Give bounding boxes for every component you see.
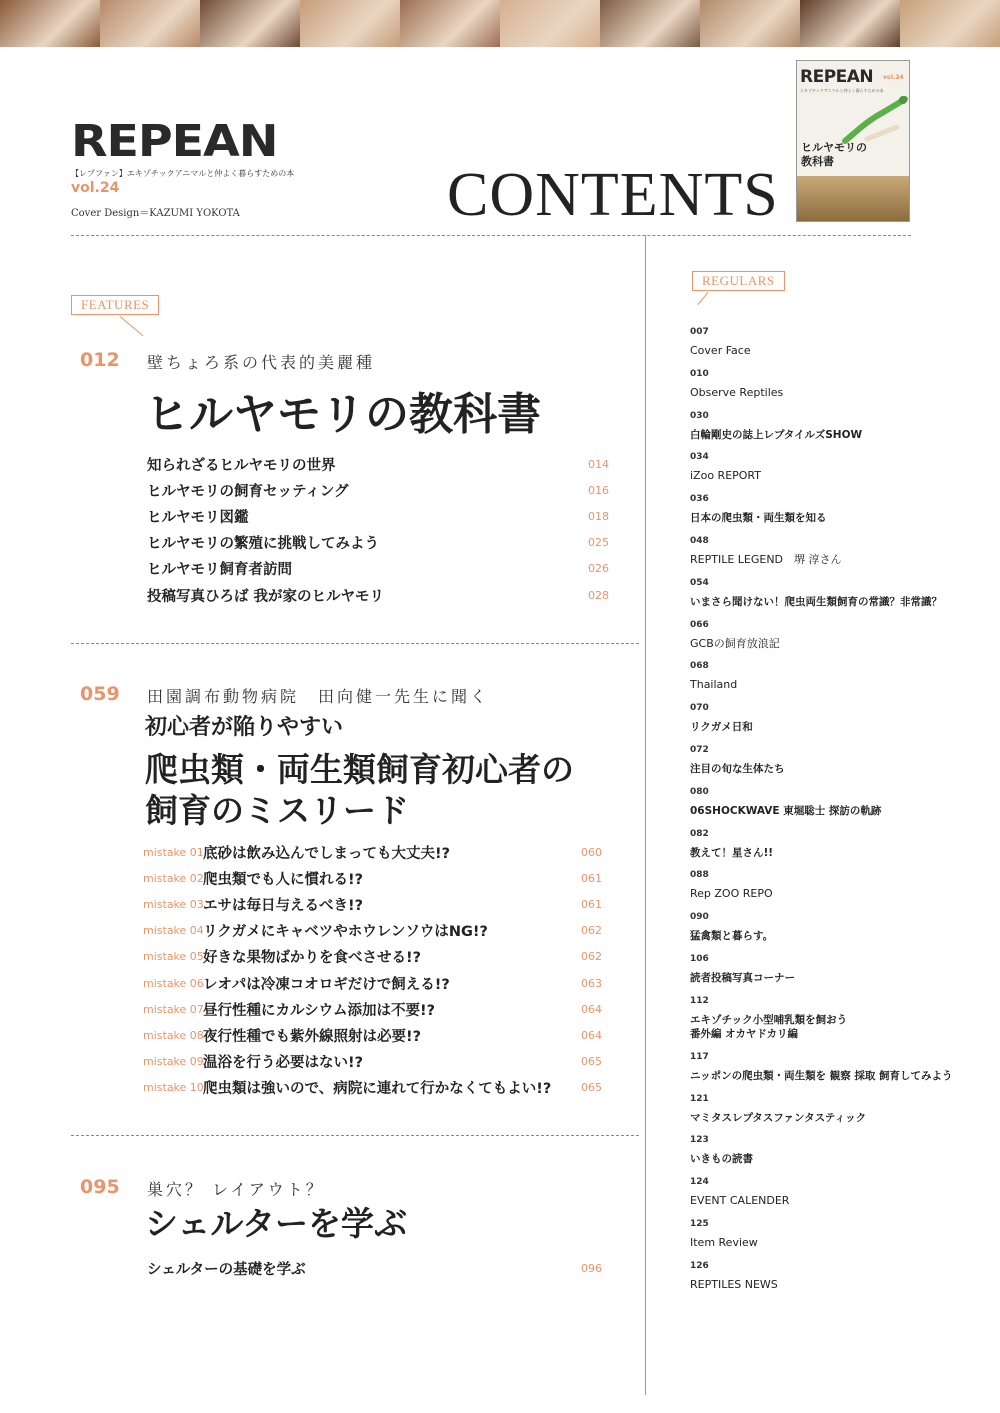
cover-subtitle: エキゾチックアニマルと仲よく暮らすための本 (800, 88, 884, 93)
article-title: 爬虫類でも人に慣れる!? (203, 871, 364, 888)
feature-page-number: 012 (80, 349, 120, 371)
regular-title: 日本の爬虫類・両生類を知る (690, 512, 827, 525)
mistake-label: mistake 06 (143, 976, 204, 990)
section-divider (71, 643, 639, 644)
regular-entry[interactable] (690, 869, 773, 901)
article-page-number: 026 (588, 562, 609, 576)
mistake-label: mistake 04 (143, 924, 204, 938)
article-entry[interactable] (147, 1255, 611, 1281)
magazine-logo: REPEAN (71, 116, 278, 167)
article-page-number: 062 (581, 924, 602, 938)
article-title: 投稿写真ひろば 我が家のヒルヤモリ (147, 588, 385, 605)
regulars-tag: REGULARS (692, 271, 785, 291)
regular-title: 06SHOCKWAVE 東堀聡士 探訪の軌跡 (690, 804, 882, 817)
article-title: 昼行性種にカルシウム添加は不要!? (203, 1002, 436, 1019)
article-entry[interactable] (147, 582, 618, 608)
column-divider (645, 235, 646, 1395)
regular-entry[interactable] (690, 828, 773, 860)
mistake-label: mistake 07 (143, 1002, 204, 1016)
regular-title: リクガメ日和 (690, 721, 753, 734)
cover-logo: REPEAN (800, 67, 874, 87)
regular-page-number: 124 (690, 1177, 709, 1188)
regular-title: REPTILE LEGEND 堺 淳さん (690, 553, 842, 566)
article-entry[interactable] (143, 970, 607, 996)
feature-title: 初心者が陥りやすい (145, 715, 344, 740)
article-entry[interactable] (143, 839, 607, 865)
regular-entry[interactable] (690, 744, 785, 776)
regular-title: Item Review (690, 1236, 758, 1249)
article-page-number: 061 (581, 897, 602, 911)
regular-page-number: 117 (690, 1051, 709, 1062)
banner-photo-segment (800, 0, 900, 47)
article-title: 温浴を行う必要はない!? (203, 1055, 364, 1072)
article-entry[interactable] (143, 1049, 607, 1075)
contents-heading: CONTENTS (447, 161, 779, 229)
cover-title: ヒルヤモリの 教科書 (801, 141, 867, 168)
banner-photo-segment (100, 0, 200, 47)
article-entry[interactable] (143, 865, 607, 891)
article-page-number: 060 (581, 845, 602, 859)
regular-entry[interactable] (690, 1260, 778, 1292)
article-page-number: 064 (581, 1028, 602, 1042)
regular-title: 注目の旬な生体たち (690, 763, 785, 775)
article-title: ヒルヤモリ飼育者訪問 (147, 562, 292, 579)
article-entry[interactable] (147, 556, 618, 582)
article-title: リクガメにキャベツやホウレンソウはNG!? (203, 924, 488, 941)
features-tag: FEATURES (71, 295, 159, 315)
regular-title: REPTILES NEWS (690, 1277, 778, 1291)
regular-page-number: 125 (690, 1219, 709, 1229)
feature-title: ヒルヤモリの教科書 (145, 389, 541, 440)
regular-title: GCBの飼育放浪記 (690, 636, 780, 650)
banner-photo-segment (0, 0, 100, 47)
regular-page-number: 121 (690, 1093, 709, 1104)
masthead (71, 118, 294, 219)
regular-page-number: 030 (690, 410, 709, 421)
article-entry[interactable] (143, 1022, 607, 1048)
regular-entry[interactable] (690, 953, 795, 985)
article-page-number: 062 (581, 950, 602, 964)
feature-kicker: 巣穴？ レイアウト？ (147, 1180, 325, 1199)
mistake-label: mistake 08 (143, 1028, 204, 1042)
article-entry[interactable] (147, 451, 618, 477)
article-title: ヒルヤモリの飼育セッティング (147, 483, 349, 500)
article-page-number: 018 (588, 509, 609, 523)
section-divider (71, 1135, 639, 1136)
article-page-number: 016 (588, 483, 609, 497)
regular-entry[interactable] (690, 619, 780, 651)
regular-title: マミタスレプタスファンタスティック (690, 1111, 867, 1124)
article-page-number: 064 (581, 1002, 602, 1016)
article-page-number: 065 (581, 1055, 602, 1069)
regular-entry[interactable] (690, 660, 737, 692)
regular-page-number: 082 (690, 828, 709, 839)
banner-photo-segment (900, 0, 1000, 47)
regular-entry[interactable] (690, 535, 842, 567)
regular-entry[interactable] (690, 1176, 789, 1208)
regular-entry[interactable] (690, 493, 827, 525)
regular-entry[interactable] (690, 1051, 953, 1083)
article-entry[interactable] (147, 530, 618, 556)
regular-page-number: 088 (690, 870, 709, 881)
regular-title: 教えて！星さん!! (690, 846, 774, 859)
article-title: レオパは冷凍コオロギだけで飼える!? (203, 976, 450, 993)
banner-photo-segment (200, 0, 300, 47)
regular-page-number: 066 (690, 619, 709, 630)
volume-number: vol.24 (71, 180, 120, 196)
article-page-number: 063 (581, 976, 602, 990)
article-title: エサは毎日与えるべき!? (203, 897, 364, 914)
banner-photo-segment (400, 0, 500, 47)
article-page-number: 028 (588, 588, 609, 602)
cover-credit: Cover Design＝KAZUMI YOKOTA (71, 208, 240, 219)
article-entry[interactable] (143, 944, 607, 970)
article-title: 夜行性種でも紫外線照射は必要!? (203, 1028, 422, 1045)
feature-page-number: 059 (80, 683, 120, 705)
regular-entry[interactable] (690, 326, 751, 358)
regular-title: 読者投稿写真コーナー (690, 972, 795, 984)
article-entry[interactable] (143, 918, 607, 944)
regular-page-number: 070 (690, 703, 709, 714)
regular-title: EVENT CALENDER (690, 1194, 790, 1208)
regular-page-number: 054 (690, 577, 709, 588)
regular-title: 白輪剛史の誌上レプタイルズSHOW (690, 428, 863, 441)
article-page-number: 061 (581, 871, 602, 885)
article-title: シェルターの基礎を学ぶ (147, 1261, 306, 1278)
article-title: ヒルヤモリの繁殖に挑戦してみよう (147, 536, 379, 553)
regular-title: Cover Face (690, 344, 751, 357)
magazine-subtitle: 【レプファン】エキゾチックアニマルと仲よく暮らすための本 (71, 169, 295, 178)
article-title: 知られざるヒルヤモリの世界 (147, 457, 336, 474)
regular-title: いまさら聞けない！爬虫両生類飼育の常識？非常識？ (690, 595, 942, 608)
regular-entry[interactable] (690, 577, 942, 609)
article-page-number: 025 (588, 536, 609, 550)
article-page-number: 065 (581, 1081, 602, 1095)
regular-entry[interactable] (690, 1218, 758, 1250)
regular-page-number: 036 (690, 494, 709, 505)
regular-page-number: 123 (690, 1135, 709, 1146)
banner-photo-segment (500, 0, 600, 47)
regular-entry[interactable] (690, 702, 753, 734)
regular-entry[interactable] (690, 786, 881, 818)
article-title: 底砂は飲み込んでしまっても大丈夫!? (203, 845, 451, 862)
regular-entry[interactable] (690, 1093, 866, 1125)
regular-page-number: 048 (690, 536, 709, 546)
cover-vol: vol.24 (883, 74, 904, 81)
regular-title: Rep ZOO REPO (690, 887, 773, 901)
regular-title: Thailand (690, 678, 738, 692)
regular-entry[interactable] (690, 1134, 753, 1166)
feature-kicker: 田園調布動物病院 田向健一先生に聞く (147, 687, 490, 706)
regular-entry[interactable] (690, 368, 783, 400)
banner-photo-segment (700, 0, 800, 47)
photo-banner (0, 0, 1000, 47)
regular-title: ニッポンの爬虫類・両生類を 観察 採取 飼育してみよう (690, 1069, 953, 1082)
feature-kicker: 壁ちょろ系の代表的美麗種 (147, 353, 376, 372)
regular-entry[interactable] (690, 995, 847, 1041)
article-title: ヒルヤモリ図鑑 (147, 509, 249, 526)
article-title: 爬虫類は強いので、病院に連れて行かなくてもよい!? (203, 1081, 552, 1098)
regular-title: 猛禽類と暮らす。 (690, 930, 774, 943)
regular-page-number: 106 (690, 954, 709, 964)
feature-title: 爬虫類・両生類飼育初心者の (145, 750, 574, 789)
regular-entry[interactable] (690, 911, 773, 943)
article-entry[interactable] (143, 891, 607, 917)
regular-page-number: 010 (690, 368, 709, 379)
regular-page-number: 034 (690, 452, 709, 463)
feature-title: シェルターを学ぶ (145, 1204, 408, 1243)
cover-thumbnail (796, 60, 910, 222)
regular-page-number: 068 (690, 661, 709, 672)
mistake-label: mistake 09 (143, 1055, 204, 1069)
regular-title-line2: 番外編 オカヤドカリ編 (690, 1027, 799, 1040)
regular-title: いきもの読書 (690, 1153, 753, 1166)
regular-title: エキゾチック小型哺乳類を飼おう (690, 1013, 848, 1026)
mistake-label: mistake 02 (143, 871, 204, 885)
feature-title: 飼育のミスリード (145, 791, 409, 830)
article-page-number: 014 (588, 457, 609, 471)
banner-photo-segment (600, 0, 700, 47)
header-divider (71, 235, 911, 236)
regular-title: iZoo REPORT (690, 469, 761, 483)
regular-page-number: 072 (690, 745, 709, 755)
mistake-label: mistake 05 (143, 950, 204, 964)
regular-entry[interactable] (690, 410, 862, 442)
regular-page-number: 112 (690, 995, 709, 1006)
article-title: 好きな果物ばかりを食べさせる!? (203, 950, 422, 967)
mistake-label: mistake 10 (143, 1081, 204, 1095)
article-page-number: 096 (581, 1261, 602, 1275)
regular-page-number: 090 (690, 912, 709, 923)
regular-page-number: 126 (690, 1260, 709, 1271)
feature-page-number: 095 (80, 1176, 120, 1198)
mistake-label: mistake 03 (143, 897, 204, 911)
regular-page-number: 007 (690, 327, 709, 337)
article-entry[interactable] (147, 477, 618, 503)
regular-page-number: 080 (690, 786, 709, 797)
article-entry[interactable] (143, 996, 607, 1022)
regular-entry[interactable] (690, 451, 761, 483)
banner-photo-segment (300, 0, 400, 47)
regular-title: Observe Reptiles (690, 385, 784, 399)
article-entry[interactable] (143, 1075, 607, 1101)
article-entry[interactable] (147, 503, 618, 529)
mistake-label: mistake 01 (143, 845, 204, 859)
